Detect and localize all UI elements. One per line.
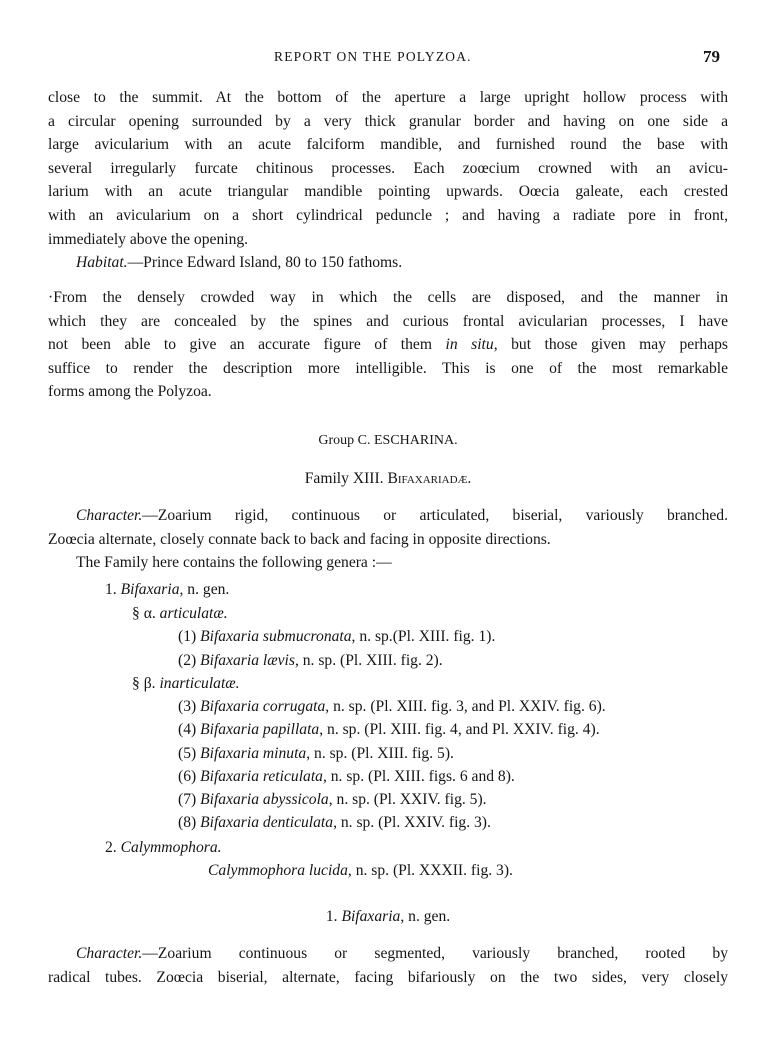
text-line: radical tubes. Zoœcia biserial, alternate, facing bifariously on the two sides, very closely (48, 968, 728, 986)
plate-reference: , n. sp. (Pl. XXIV. fig. 3). (333, 814, 491, 831)
text-line: The Family here contains the following genera :— (76, 554, 392, 572)
page-number: 79 (703, 47, 720, 66)
list-number: (3) (178, 698, 201, 715)
text-line: larium with an acute triangular mandible pointing upwards. Oœcia galeate, each crested (48, 183, 728, 201)
section-entry (132, 675, 240, 693)
text-line: close to the summit. At the bottom of the aperture a large upright hollow process with (48, 89, 728, 106)
habitat-label: Habitat. (76, 254, 128, 272)
group-heading: Group C. ESCHARINA. (318, 433, 458, 448)
plate-reference: , n. sp. (Pl. XIII. fig. 5). (306, 745, 454, 762)
text-line: suffice to render the description more intelligible. This is one of the most remarkable (48, 359, 728, 377)
text-line (48, 504, 728, 528)
family-heading (48, 467, 728, 491)
species-name: Bifaxaria reticulata (200, 768, 323, 785)
species-entry (178, 698, 606, 716)
genus-entry (105, 839, 222, 857)
text-line: which they are concealed by the spines and curious frontal avicularian processes, I have (48, 312, 728, 330)
running-header (0, 47, 776, 71)
plate-reference: , n. sp. (Pl. XIII. fig. 4, and Pl. XXIV. fig. 4). (319, 721, 600, 738)
section-entry (132, 605, 228, 623)
plate-reference: , n. sp.(Pl. XIII. fig. 1). (351, 628, 496, 645)
text-line (48, 942, 728, 966)
plate-reference: , n. sp. (Pl. XXIV. fig. 5). (328, 791, 487, 808)
list-number: (2) (178, 652, 201, 669)
section-symbol: § α. (132, 605, 160, 622)
text-line: a circular opening surrounded by a very thick granular border and having on one side a (48, 112, 728, 130)
section-name: articulatæ. (159, 605, 228, 622)
genus-entry (105, 581, 229, 599)
species-entry (178, 814, 491, 832)
text-line: forms among the Polyzoa. (48, 383, 212, 401)
family-name: Bifaxariadæ. (387, 470, 472, 487)
plate-reference: , n. sp. (Pl. XIII. fig. 2). (294, 652, 443, 669)
list-number: 1. (325, 908, 342, 925)
plate-reference: , n. sp. (Pl. XIII. figs. 6 and 8). (322, 768, 515, 785)
list-number: 1. (105, 581, 121, 598)
text-span: not been able to give an accurate figure of them (48, 336, 446, 354)
section-symbol: § β. (132, 675, 160, 692)
plate-reference: , n. sp. (Pl. XIII. fig. 3, and Pl. XXIV. fig. 6). (325, 698, 606, 715)
section-name: inarticulatæ. (159, 675, 240, 692)
text-line: immediately above the opening. (48, 230, 249, 248)
species-name: Bifaxaria minuta (200, 745, 307, 762)
species-entry (178, 745, 454, 763)
text-line: large avicularium with an acute falciform mandible, and furnished round the base with (48, 136, 728, 154)
text-line: Zoœcia alternate, closely connate back to back and facing in opposite directions. (48, 530, 551, 548)
plate-reference: , n. sp. (Pl. XXXII. fig. 3). (347, 862, 513, 879)
genus-character-paragraph (48, 942, 728, 989)
text-span: —Zoarium continuous or segmented, variously branched, rooted by (142, 945, 728, 962)
text-line: ·From the densely crowded way in which the cells are disposed, and the manner in (48, 289, 728, 306)
text-span: , n. gen. (179, 581, 230, 598)
text-line (48, 333, 728, 357)
text-line: with an avicularium on a short cylindrical peduncle ; and having a radiate pore in front, (48, 206, 728, 224)
genus-name: Bifaxaria (341, 908, 401, 925)
list-number: (5) (178, 745, 201, 762)
species-entry (178, 721, 600, 739)
character-label: Character. (76, 945, 143, 962)
habitat-text: —Prince Edward Island, 80 to 150 fathoms. (127, 254, 403, 272)
italic-term: in situ (445, 336, 494, 354)
habitat-line (48, 251, 728, 275)
list-number: (1) (178, 628, 201, 645)
species-entry (178, 791, 487, 809)
list-number: (7) (178, 791, 201, 808)
list-number: 2. (105, 839, 121, 856)
species-entry (208, 862, 513, 880)
species-name: Bifaxaria papillata (200, 721, 320, 738)
family-character-paragraph (48, 504, 728, 575)
text-span: , but those given may perhaps (493, 336, 728, 354)
list-number: (8) (178, 814, 201, 831)
species-entry (178, 628, 495, 646)
species-name: Bifaxaria denticulata (200, 814, 334, 831)
list-number: (6) (178, 768, 201, 785)
genus-name: Bifaxaria (120, 581, 180, 598)
family-heading-prefix: Family XIII. (304, 470, 388, 487)
description-paragraph (48, 86, 728, 275)
running-title: REPORT ON THE POLYZOA. (274, 49, 472, 64)
species-name: Bifaxaria submucronata (200, 628, 352, 645)
species-name: Bifaxaria corrugata (200, 698, 326, 715)
list-number: (4) (178, 721, 201, 738)
text-span: , n. gen. (400, 908, 451, 925)
species-entry (178, 768, 515, 786)
species-name: Bifaxaria abyssicola (200, 791, 329, 808)
text-span: —Zoarium rigid, continuous or articulated, biserial, variously branched. (142, 507, 728, 524)
species-name: Bifaxaria lævis (200, 652, 295, 669)
species-name: Calymmophora lucida (208, 862, 348, 879)
text-line: several irregularly furcate chitinous processes. Each zoœcium crowned with an avicu- (48, 159, 728, 177)
remarks-paragraph (48, 286, 728, 404)
genus-name: Calymmophora. (120, 839, 222, 856)
species-entry (178, 652, 443, 670)
genus-subheading (48, 905, 728, 929)
character-label: Character. (76, 507, 143, 524)
